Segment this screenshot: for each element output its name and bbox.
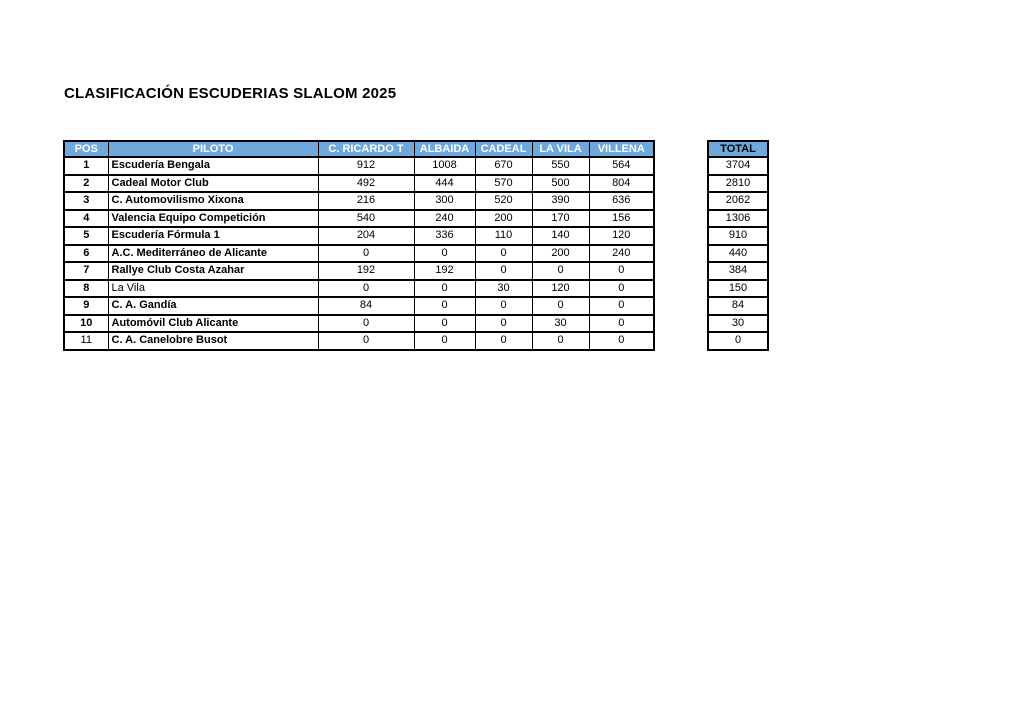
pos-cell: 9	[64, 297, 108, 315]
score-cell: 300	[414, 192, 475, 210]
score-cell: 564	[589, 157, 654, 175]
score-cell: 120	[532, 280, 589, 298]
classification-table	[63, 140, 655, 351]
score-cell: 0	[414, 315, 475, 333]
header-villena: VILLENA	[589, 141, 654, 157]
score-cell: 110	[475, 227, 532, 245]
total-row	[708, 297, 768, 315]
pos-cell: 6	[64, 245, 108, 263]
pos-cell: 10	[64, 315, 108, 333]
table-row	[64, 227, 654, 245]
total-cell: 910	[708, 227, 768, 245]
table-row	[64, 315, 654, 333]
score-cell: 670	[475, 157, 532, 175]
piloto-cell: La Vila	[108, 280, 318, 298]
classification-table-container	[63, 140, 655, 351]
score-cell: 0	[532, 262, 589, 280]
score-cell: 200	[532, 245, 589, 263]
score-cell: 120	[589, 227, 654, 245]
score-cell: 0	[318, 280, 414, 298]
table-row	[64, 210, 654, 228]
table-row	[64, 192, 654, 210]
score-cell: 200	[475, 210, 532, 228]
total-row	[708, 227, 768, 245]
page-title: CLASIFICACIÓN ESCUDERIAS SLALOM 2025	[64, 85, 397, 102]
score-cell: 636	[589, 192, 654, 210]
score-cell: 500	[532, 175, 589, 193]
score-cell: 0	[414, 245, 475, 263]
score-cell: 0	[589, 315, 654, 333]
total-cell: 1306	[708, 210, 768, 228]
score-cell: 0	[318, 332, 414, 350]
piloto-cell: A.C. Mediterráneo de Alicante	[108, 245, 318, 263]
piloto-cell: Automóvil Club Alicante	[108, 315, 318, 333]
header-la-vila: LA VILA	[532, 141, 589, 157]
score-cell: 0	[318, 315, 414, 333]
score-cell: 0	[475, 245, 532, 263]
score-cell: 0	[532, 297, 589, 315]
score-cell: 0	[414, 332, 475, 350]
table-row	[64, 297, 654, 315]
score-cell: 0	[318, 245, 414, 263]
total-cell: 150	[708, 280, 768, 298]
total-row	[708, 210, 768, 228]
score-cell: 192	[414, 262, 475, 280]
total-row	[708, 262, 768, 280]
score-cell: 912	[318, 157, 414, 175]
score-cell: 540	[318, 210, 414, 228]
score-cell: 390	[532, 192, 589, 210]
total-row	[708, 192, 768, 210]
score-cell: 1008	[414, 157, 475, 175]
pos-cell: 1	[64, 157, 108, 175]
pos-cell: 8	[64, 280, 108, 298]
score-cell: 0	[414, 280, 475, 298]
score-cell: 170	[532, 210, 589, 228]
total-cell: 2810	[708, 175, 768, 193]
piloto-cell: Escudería Fórmula 1	[108, 227, 318, 245]
header-ricardo-t: C. RICARDO T	[318, 141, 414, 157]
score-cell: 550	[532, 157, 589, 175]
total-cell: 84	[708, 297, 768, 315]
table-row	[64, 280, 654, 298]
total-cell: 440	[708, 245, 768, 263]
score-cell: 0	[475, 332, 532, 350]
score-cell: 0	[589, 332, 654, 350]
score-cell: 0	[532, 332, 589, 350]
piloto-cell: C. A. Gandía	[108, 297, 318, 315]
score-cell: 30	[475, 280, 532, 298]
pos-cell: 5	[64, 227, 108, 245]
score-cell: 520	[475, 192, 532, 210]
score-cell: 0	[475, 297, 532, 315]
total-cell: 0	[708, 332, 768, 350]
piloto-cell: Valencia Equipo Competición	[108, 210, 318, 228]
piloto-cell: Rallye Club Costa Azahar	[108, 262, 318, 280]
header-total: TOTAL	[708, 141, 768, 157]
total-cell: 2062	[708, 192, 768, 210]
total-cell: 30	[708, 315, 768, 333]
piloto-cell: Escudería Bengala	[108, 157, 318, 175]
score-cell: 0	[475, 262, 532, 280]
score-cell: 192	[318, 262, 414, 280]
score-cell: 0	[589, 280, 654, 298]
score-cell: 84	[318, 297, 414, 315]
score-cell: 240	[589, 245, 654, 263]
table-row	[64, 175, 654, 193]
piloto-cell: Cadeal Motor Club	[108, 175, 318, 193]
header-piloto: PILOTO	[108, 141, 318, 157]
score-cell: 140	[532, 227, 589, 245]
score-cell: 156	[589, 210, 654, 228]
score-cell: 492	[318, 175, 414, 193]
score-cell: 336	[414, 227, 475, 245]
piloto-cell: C. A. Canelobre Busot	[108, 332, 318, 350]
pos-cell: 2	[64, 175, 108, 193]
score-cell: 0	[475, 315, 532, 333]
total-row	[708, 175, 768, 193]
total-table-container	[707, 140, 769, 351]
total-row	[708, 157, 768, 175]
score-cell: 804	[589, 175, 654, 193]
total-header-row	[708, 141, 768, 157]
score-cell: 570	[475, 175, 532, 193]
score-cell: 0	[589, 262, 654, 280]
header-row	[64, 141, 654, 157]
pos-cell: 4	[64, 210, 108, 228]
table-row	[64, 262, 654, 280]
score-cell: 216	[318, 192, 414, 210]
header-cadeal: CADEAL	[475, 141, 532, 157]
total-row	[708, 332, 768, 350]
table-row	[64, 157, 654, 175]
header-albaida: ALBAIDA	[414, 141, 475, 157]
table-row	[64, 245, 654, 263]
score-cell: 30	[532, 315, 589, 333]
total-cell: 3704	[708, 157, 768, 175]
pos-cell: 7	[64, 262, 108, 280]
pos-cell: 11	[64, 332, 108, 350]
table-row	[64, 332, 654, 350]
score-cell: 240	[414, 210, 475, 228]
total-row	[708, 315, 768, 333]
score-cell: 204	[318, 227, 414, 245]
total-table	[707, 140, 769, 351]
total-row	[708, 280, 768, 298]
score-cell: 444	[414, 175, 475, 193]
pos-cell: 3	[64, 192, 108, 210]
score-cell: 0	[414, 297, 475, 315]
score-cell: 0	[589, 297, 654, 315]
piloto-cell: C. Automovilismo Xixona	[108, 192, 318, 210]
header-pos: POS	[64, 141, 108, 157]
total-row	[708, 245, 768, 263]
total-cell: 384	[708, 262, 768, 280]
